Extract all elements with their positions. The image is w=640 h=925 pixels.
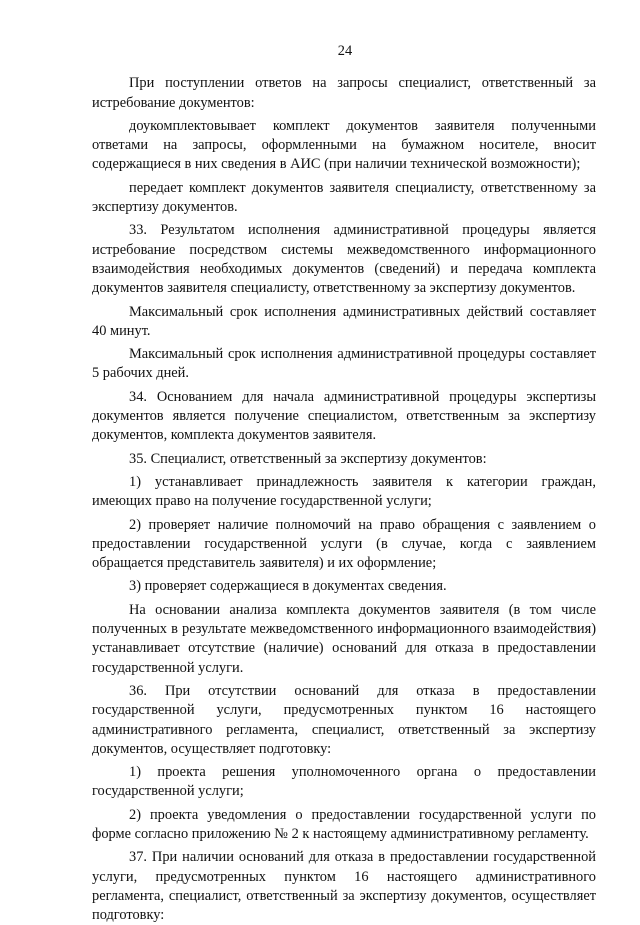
paragraph: 33. Результатом исполнения административной процедуры является истребование посредством системы межведомственного информационного взаимодействия необходимых документов (сведений) и передача комплекта документов заявителя специалисту, ответственному за экспертизу документов. bbox=[92, 222, 596, 297]
paragraph: При поступлении ответов на запросы специалист, ответственный за истребование документов: bbox=[92, 75, 596, 111]
paragraph: 35. Специалист, ответственный за экспертизу документов: bbox=[129, 450, 487, 467]
paragraph: 36. При отсутствии оснований для отказа в предоставлении государственной услуги, предусмотренных пунктом 16 настоящего административного регламента, специалист, ответственный за экспертизу документов, осуществляет подготовку: bbox=[92, 682, 596, 757]
paragraph: Максимальный срок исполнения административной процедуры составляет 5 рабочих дней. bbox=[92, 346, 596, 382]
page-number: 24 bbox=[337, 43, 353, 59]
paragraph: Максимальный срок исполнения административных действий составляет 40 минут. bbox=[92, 303, 596, 339]
paragraph: 2) проекта уведомления о предоставлении государственной услуги по форме согласно приложению № 2 к настоящему административному регламенту. bbox=[92, 806, 596, 842]
paragraph: 1) устанавливает принадлежность заявителя к категории граждан, имеющих право на получение государственной услуги; bbox=[92, 473, 596, 510]
paragraph: 2) проверяет наличие полномочий на право обращения с заявлением о предоставлении государственной услуги (в случае, когда с заявлением обращается представитель заявителя) и их оформление; bbox=[92, 516, 596, 572]
paragraph: 37. При наличии оснований для отказа в предоставлении государственной услуги, предусмотренных пунктом 16 настоящего административного регламента, специалист, ответственный за экспертизу документов, осуществляет подготовку: bbox=[92, 849, 596, 924]
paragraph: передает комплект документов заявителя специалисту, ответственному за экспертизу документов. bbox=[92, 179, 596, 216]
paragraph: 3) проверяет содержащиеся в документах сведения. bbox=[129, 578, 447, 595]
paragraph: 1) проекта решения уполномоченного органа о предоставлении государственной услуги; bbox=[92, 764, 596, 800]
paragraph: На основании анализа комплекта документов заявителя (в том числе полученных в результате межведомственного информационного взаимодействия) устанавливает отсутствие (наличие) оснований для отказа в предоставлении государственной услуги. bbox=[92, 601, 596, 676]
paragraph: доукомплектовывает комплект документов заявителя полученными ответами на запросы, оформленными на бумажном носителе, вносит содержащиеся в них сведения в АИС (при наличии технической возможности); bbox=[92, 117, 596, 173]
paragraph: 34. Основанием для начала административной процедуры экспертизы документов является получение специалистом, ответственным за экспертизу документов, комплекта документов заявителя. bbox=[92, 388, 596, 444]
